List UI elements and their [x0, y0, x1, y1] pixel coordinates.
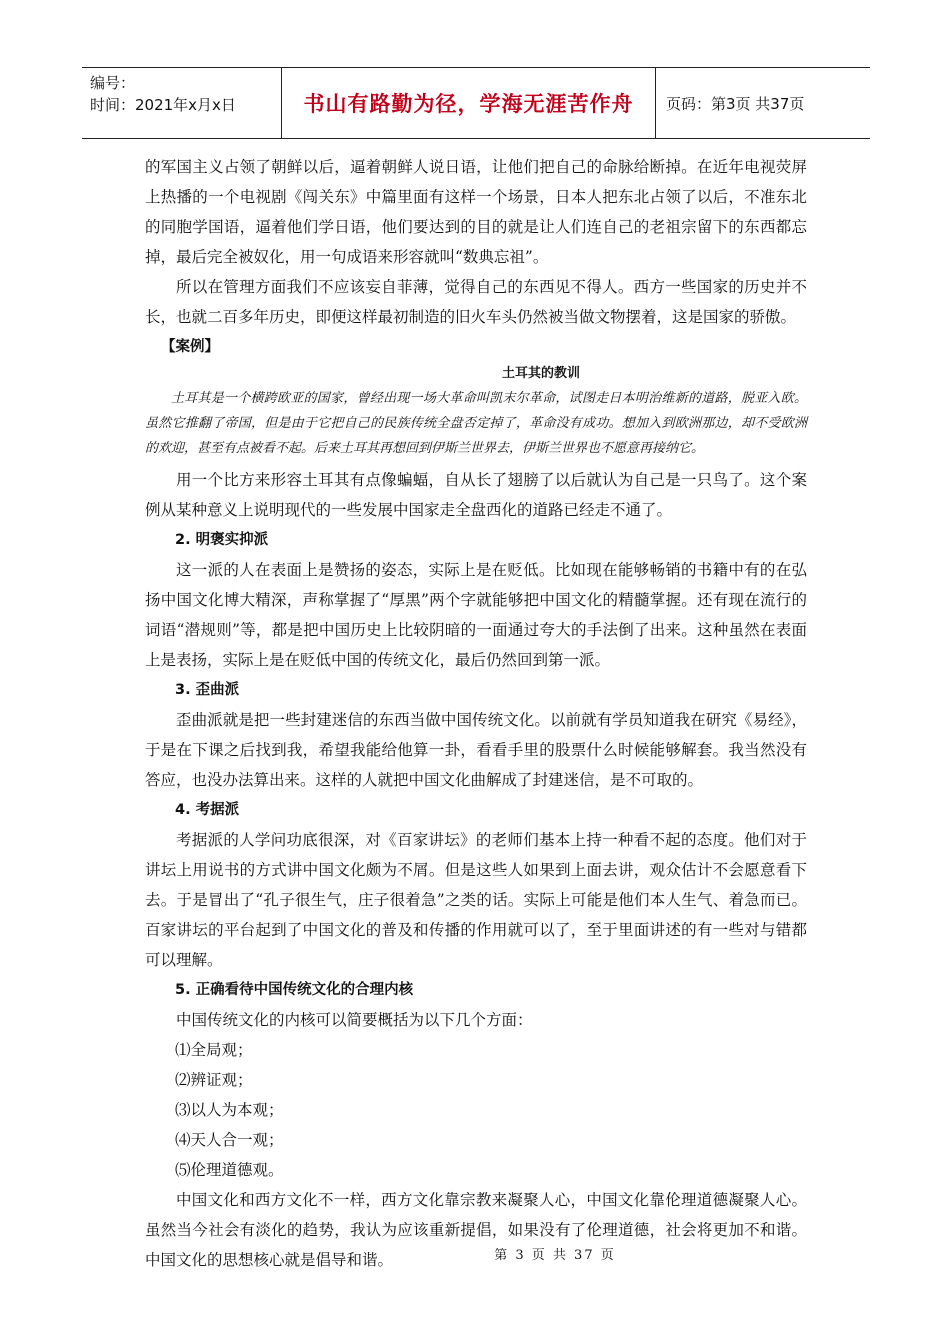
case-text: 土耳其是一个横跨欧亚的国家，曾经出现一场大革命叫凯末尔革命，试图走日本明治维新的道路，脱亚入欧。虽然它推翻了帝国，但是由于它把自己的民族传统全盘否定掉了，革命没有成功。想加入到欧洲那边，却不受欧洲的欢迎，甚至有点被看不起。后来土耳其再想回到伊斯兰世界去，伊斯兰世界也不愿意再接纳它。: [145, 391, 807, 456]
motto: 书山有路勤为径，学海无涯苦作舟: [303, 92, 634, 116]
paragraph-8: 中国文化和西方文化不一样，西方文化靠宗教来凝聚人心，中国文化靠伦理道德凝聚人心。虽然当今社会有淡化的趋势，我认为应该重新提倡，如果没有了伦理道德，社会将更加不和谐。中国文化的思想核心就是倡导和谐。: [145, 1191, 807, 1269]
paragraph-1: 的军国主义占领了朝鲜以后，逼着朝鲜人说日语，让他们把自己的命脉给断掉。在近年电视荧屏上热播的一个电视剧《闯关东》中篇里面有这样一个场景，日本人把东北占领了以后，不准东北的同胞学国语，逼着他们学日语，他们要达到的目的就是让人们连自己的老祖宗留下的东西都忘掉，最后完全被奴化，用一句成语来形容就叫“数典忘祖”。: [145, 158, 807, 266]
case-label: 【案例】: [161, 339, 219, 355]
list-item: ⑵辨证观；: [175, 1071, 253, 1089]
page-info: 页码：第3页 共37页: [666, 94, 805, 113]
paragraph-4: 这一派的人在表面上是赞扬的姿态，实际上是在贬低。比如现在能够畅销的书籍中有的在弘扬中国文化博大精深，声称掌握了“厚黑”两个字就能够把中国文化的精髓掌握。还有现在流行的词语“潜规则”等，都是把中国历史上比较阴暗的一面通过夸大的手法倒了出来。这种虽然在表面上是表扬，实际上是在贬低中国的传统文化，最后仍然回到第一派。: [145, 561, 807, 669]
core-list: [145, 1035, 807, 1185]
paragraph-2: 所以在管理方面我们不应该妄自菲薄，觉得自己的东西见不得人。西方一些国家的历史并不长，也就二百多年历史，即便这样最初制造的旧火车头仍然被当做文物摆着，这是国家的骄傲。: [145, 278, 807, 326]
header-meta: [82, 68, 282, 138]
header-motto-cell: [282, 68, 656, 138]
paragraph-5: 歪曲派就是把一些封建迷信的东西当做中国传统文化。以前就有学员知道我在研究《易经》，于是在下课之后找到我，希望我能给他算一卦，看看手里的股票什么时候能够解套。我当然没有答应，也没办法算出来。这样的人就把中国文化曲解成了封建迷信，是不可取的。: [145, 711, 807, 789]
date-label: 时间：2021年x月x日: [90, 96, 236, 114]
number-label: 编号：: [90, 74, 136, 92]
heading-4: 4. 考据派: [175, 802, 240, 818]
paragraph-7: 中国传统文化的内核可以简要概括为以下几个方面：: [176, 1011, 533, 1029]
heading-5: 5. 正确看待中国传统文化的合理内核: [175, 982, 414, 998]
heading-3: 3. 歪曲派: [175, 682, 240, 698]
header-page-info: [656, 68, 870, 138]
page-header: [82, 67, 870, 139]
list-item: ⑴全局观；: [175, 1041, 253, 1059]
heading-2: 2. 明褒实抑派: [175, 532, 269, 548]
list-item: ⑸伦理道德观。: [175, 1161, 284, 1179]
case-title: 土耳其的教训: [501, 366, 580, 381]
list-item: ⑷天人合一观；: [175, 1131, 284, 1149]
list-item: ⑶以人为本观；: [175, 1101, 284, 1119]
page-footer: 第 3 页 共 37 页: [494, 1248, 616, 1263]
paragraph-6: 考据派的人学问功底很深，对《百家讲坛》的老师们基本上持一种看不起的态度。他们对于讲坛上用说书的方式讲中国文化颇为不屑。但是这些人如果到上面去讲，观众估计不会愿意看下去。于是冒出了“孔子很生气，庄子很着急”之类的话。实际上可能是他们本人生气、着急而已。百家讲坛的平台起到了中国文化的普及和传播的作用就可以了，至于里面讲述的有一些对与错都可以理解。: [145, 831, 807, 969]
paragraph-3: 用一个比方来形容土耳其有点像蝙蝠，自从长了翅膀了以后就认为自己是一只鸟了。这个案例从某种意义上说明现代的一些发展中国家走全盘西化的道路已经走不通了。: [145, 471, 807, 519]
document-body: [145, 152, 807, 1275]
